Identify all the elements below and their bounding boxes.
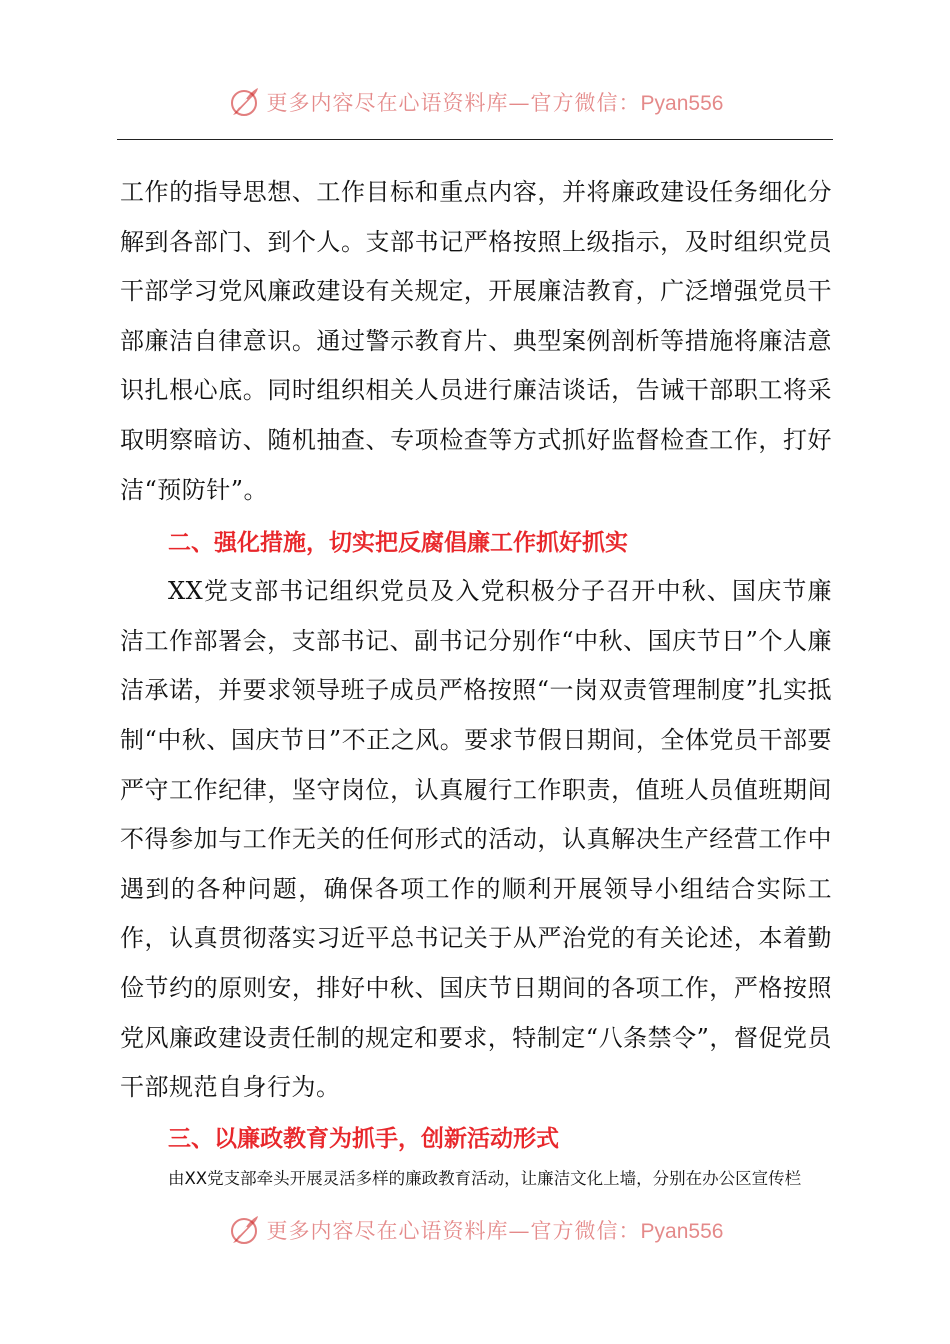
header-banner-cn: 更多内容尽在心语资料库—官方微信： xyxy=(266,91,641,115)
paragraph-3: 由XX党支部牵头开展灵活多样的廉政教育活动，让廉洁文化上墙，分别在办公区宣传栏 xyxy=(168,1168,802,1188)
quill-pen-logo-icon xyxy=(227,1213,261,1247)
footer-banner-en: Pyan556 xyxy=(640,1220,724,1243)
page-header-banner xyxy=(0,82,950,122)
document-body xyxy=(120,168,832,1193)
header-banner-en: Pyan556 xyxy=(640,92,724,115)
footer-banner-cn: 更多内容尽在心语资料库—官方微信： xyxy=(266,1219,641,1243)
quill-pen-logo-icon xyxy=(227,85,261,119)
section-heading-2: 二、强化措施，切实把反腐倡廉工作抓好抓实 xyxy=(168,530,628,557)
paragraph-2: XX党支部书记组织党员及入党积极分子召开中秋、国庆节廉洁工作部署会，支部书记、副书记分别作“中秋、国庆节日”个人廉洁承诺，并要求领导班子成员严格按照“一岗双责管理制度”扎实抵制“中秋、国庆节日”不正之风。要求节假日期间，全体党员干部要严守工作纪律，坚守岗位，认真履行工作职责，值班人员值班期间不得参加与工作无关的任何形式的活动，认真解决生产经营工作中遇到的各种问题，确保各项工作的顺利开展领导小组结合实际工作，认真贯彻落实习近平总书记关于从严治党的有关论述，本着勤俭节约的原则安，排好中秋、国庆节日期间的各项工作，严格按照党风廉政建设责任制的规定和要求，特制定“八条禁令”，督促党员干部规范自身行为。 xyxy=(120,577,832,1102)
section-heading-3: 三、以廉政教育为抓手，创新活动形式 xyxy=(168,1125,559,1152)
paragraph-1: 工作的指导思想、工作目标和重点内容，并将廉政建设任务细化分解到各部门、到个人。支部书记严格按照上级指示，及时组织党员干部学习党风廉政建设有关规定，开展廉洁教育，广泛增强党员干部廉洁自律意识。通过警示教育片、典型案例剖析等措施将廉洁意识扎根心底。同时组织相关人员进行廉洁谈话，告诫干部职工将采取明察暗访、随机抽查、专项检查等方式抓好监督检查工作，打好洁“预防针”。 xyxy=(120,178,832,504)
header-banner-text xyxy=(267,87,724,117)
footer-banner-text xyxy=(267,1215,724,1245)
page-footer-banner xyxy=(0,1210,950,1250)
header-divider xyxy=(117,139,833,140)
